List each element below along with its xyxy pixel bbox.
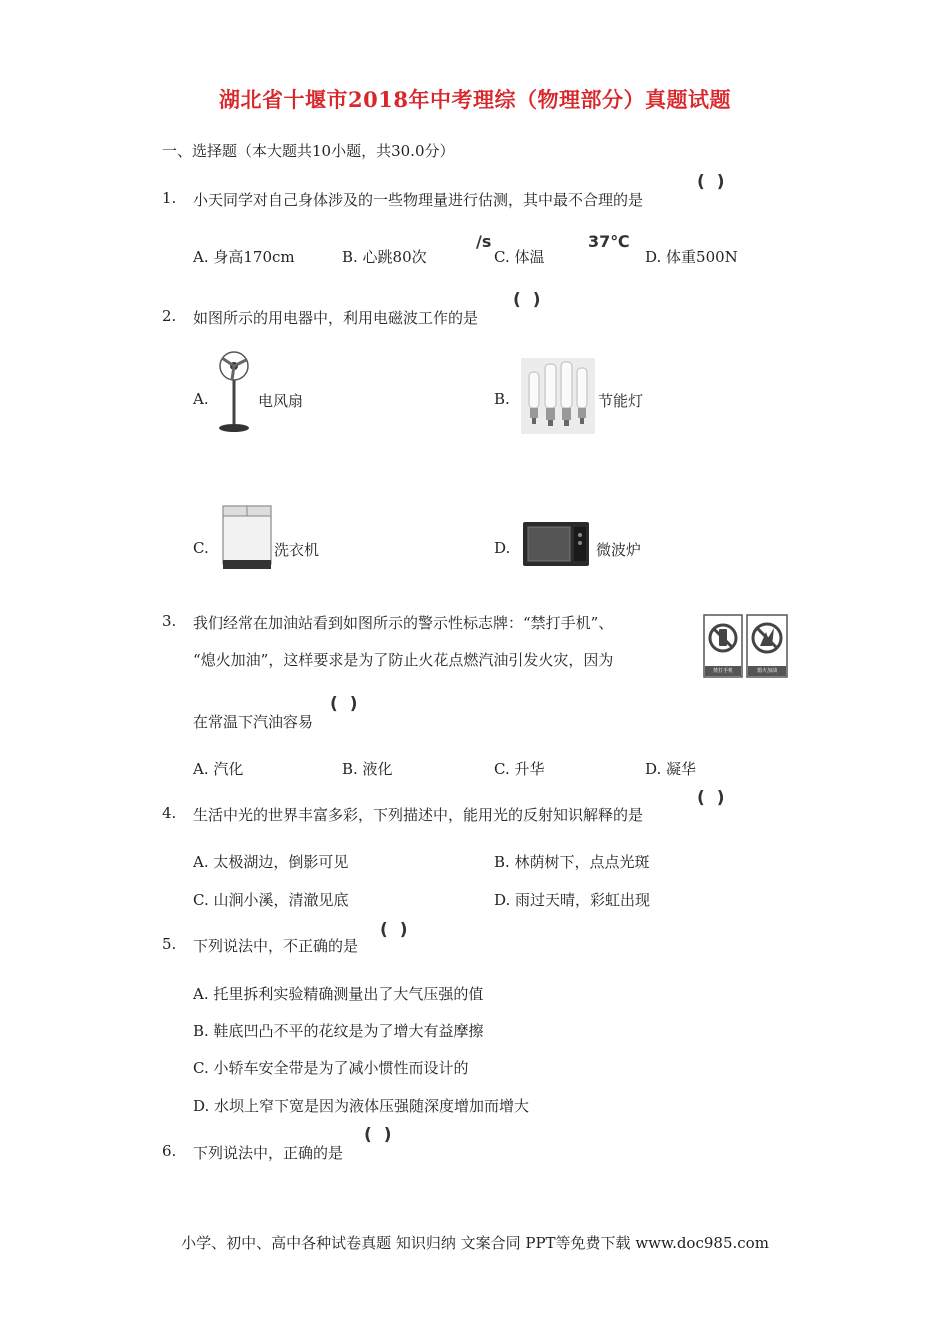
q4-option-c: C. 山涧小溪，清澈见底 [193,891,349,909]
q2-number: 2. [162,307,177,325]
q1-option-c: C. 体温 [494,248,545,266]
q1-stem: 小天同学对自己身体涉及的一些物理量进行估测，其中最不合理的是 [193,191,644,209]
q3-option-b: B. 液化 [342,760,393,778]
q4-option-b: B. 林荫树下，点点光斑 [494,853,650,871]
electric-fan-image [214,350,254,436]
q5-option-d: D. 水坝上窄下宽是因为液体压强随深度增加而增大 [193,1097,530,1115]
q3-option-c: C. 升华 [494,760,545,778]
q6-answer-blank: () [364,1125,404,1145]
q3-option-a: A. 汽化 [193,760,244,778]
energy-saving-lamps-image [521,358,595,434]
microwave-oven-image [522,521,590,567]
page-title: 湖北省十堰市2018年中考理综（物理部分）真题试题 [219,87,731,112]
q2-stem: 如图所示的用电器中，利用电磁波工作的是 [193,309,479,327]
q3-stem-line3: 在常温下汽油容易 [193,713,314,731]
section-header: 一、选择题（本大题共10小题，共30.0分） [162,142,455,160]
q2-option-c-letter: C. [193,539,209,557]
q3-option-d: D. 凝华 [645,760,697,778]
q1-option-b: B. 心跳80次 [342,248,427,266]
q2-option-a-letter: A. [193,390,209,408]
no-fire-sign-text: 熄火加油 [756,668,777,674]
q5-option-b: B. 鞋底凹凸不平的花纹是为了增大有益摩擦 [193,1022,484,1040]
q6-stem: 下列说法中，正确的是 [193,1144,344,1162]
q3-number: 3. [162,612,177,630]
q4-answer-blank: () [697,788,737,808]
q2-option-d-label: 微波炉 [596,541,642,559]
q4-option-d: D. 雨过天晴，彩虹出现 [494,891,651,909]
q5-stem: 下列说法中，不正确的是 [193,937,359,955]
q2-answer-blank: () [513,290,553,310]
q2-option-b-label: 节能灯 [598,392,644,410]
q5-answer-blank: () [380,920,420,940]
no-phone-sign [703,614,743,678]
q1-unit-c: 37℃ [588,232,630,251]
q5-option-c: C. 小轿车安全带是为了减小惯性而设计的 [193,1059,469,1077]
q4-number: 4. [162,804,177,822]
q1-option-a: A. 身高170cm [193,248,295,266]
q4-option-a: A. 太极湖边，倒影可见 [193,853,349,871]
q5-number: 5. [162,935,177,953]
q5-option-a: A. 托里拆利实验精确测量出了大气压强的值 [193,985,484,1003]
q3-answer-blank: () [330,694,370,714]
q4-stem: 生活中光的世界丰富多彩，下列描述中，能用光的反射知识解释的是 [193,806,644,824]
q6-number: 6. [162,1142,177,1160]
no-phone-sign-text: 禁打手机 [712,668,733,674]
q1-number: 1. [162,189,177,207]
page-footer: 小学、初中、高中各种试卷真题 知识归纳 文案合同 PPT等免费下载 www.doc985.com [181,1234,769,1252]
q3-stem-line1: 我们经常在加油站看到如图所示的警示性标志牌：“禁打手机”、 [193,614,614,632]
q2-option-b-letter: B. [494,390,510,408]
washing-machine-image [222,502,272,572]
q1-answer-blank: () [697,172,737,192]
no-fire-sign [746,614,788,678]
q2-option-c-label: 洗衣机 [274,541,320,559]
q2-option-a-label: 电风扇 [258,392,304,410]
q1-unit-b: /s [476,232,492,251]
q2-option-d-letter: D. [494,539,511,557]
q3-stem-line2: “熄火加油”，这样要求是为了防止火花点燃汽油引发火灾，因为 [193,651,614,669]
q1-option-d: D. 体重500N [645,248,738,266]
